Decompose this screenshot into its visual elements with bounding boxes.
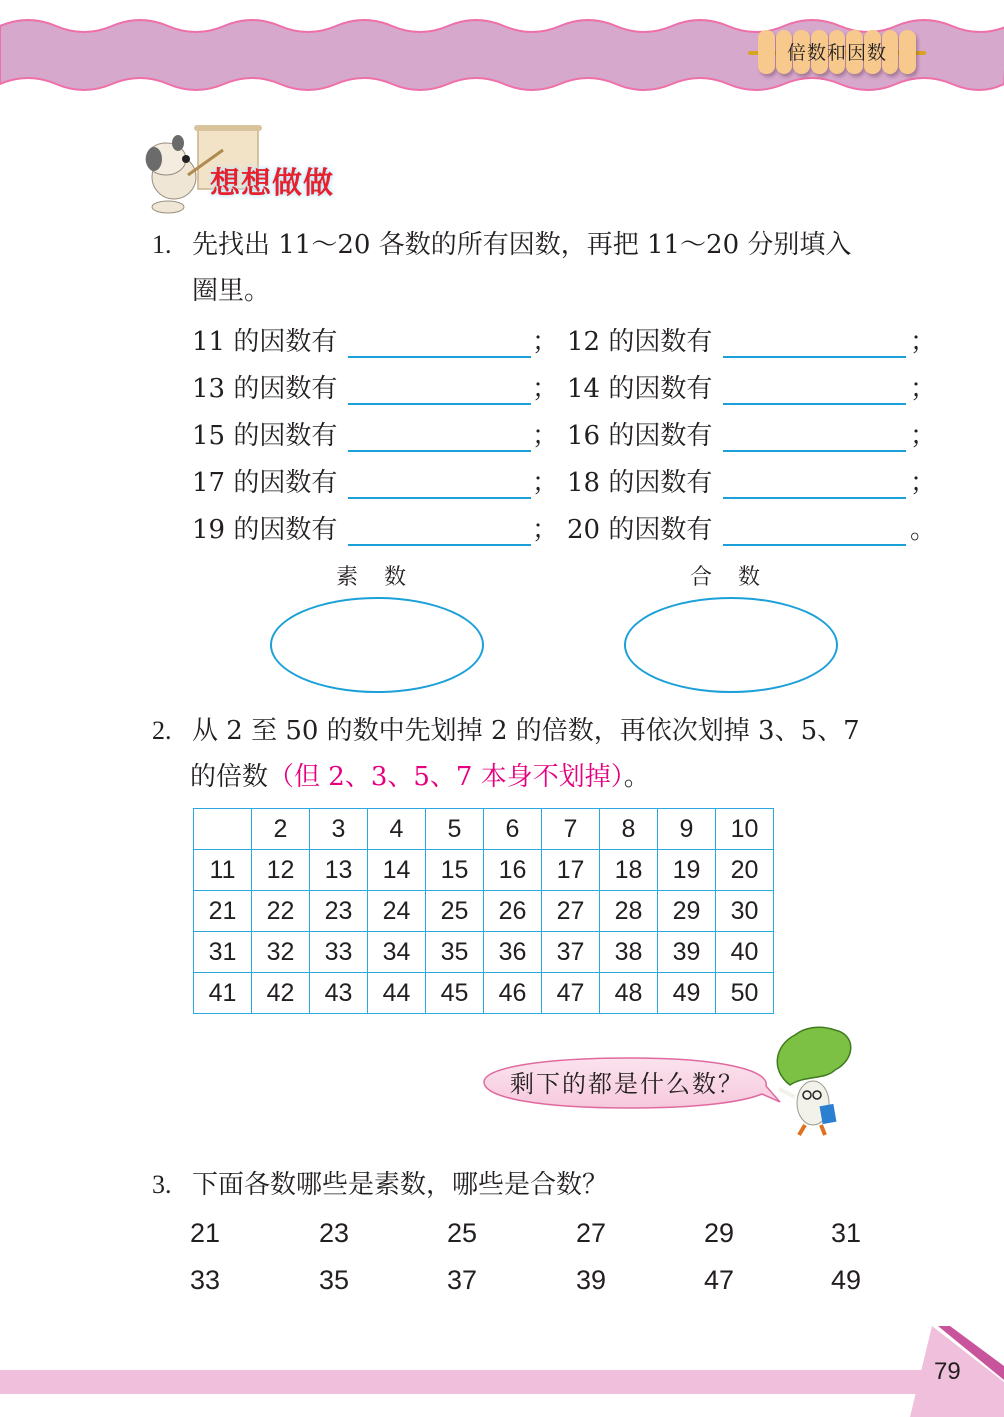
grid-cell[interactable]: 24 [368, 891, 426, 932]
factor-label: 17 的因数有 [192, 468, 338, 498]
grid-cell[interactable]: 19 [658, 850, 716, 891]
number-grid [193, 808, 774, 1014]
cabbage-character-icon [765, 1025, 860, 1140]
question-3-prompt [152, 1162, 942, 1208]
question-2-note: （但 2、3、5、7 本身不划掉） [268, 762, 624, 792]
separator: ； [531, 421, 558, 451]
question-2-prompt [152, 708, 942, 800]
period: 。 [623, 762, 650, 792]
answer-blank[interactable] [723, 326, 906, 358]
question-1-prompt [152, 222, 942, 314]
grid-cell[interactable]: 5 [426, 809, 484, 850]
factor-label: 18 的因数有 [567, 468, 713, 498]
question-1-text-line1: 先找出 11～20 各数的所有因数，再把 11～20 分别填入 [192, 230, 852, 260]
factor-label: 15 的因数有 [192, 421, 338, 451]
factor-label: 20 的因数有 [567, 515, 713, 545]
question-number: 2. [152, 716, 172, 745]
answer-blank[interactable] [723, 514, 906, 546]
number-item: 25 [447, 1218, 478, 1248]
grid-cell[interactable]: 27 [542, 891, 600, 932]
grid-cell[interactable] [194, 809, 252, 850]
grid-cell[interactable]: 22 [252, 891, 310, 932]
grid-cell[interactable]: 40 [716, 932, 774, 973]
grid-cell[interactable]: 49 [658, 973, 716, 1014]
factor-row [192, 459, 936, 499]
grid-cell[interactable]: 38 [600, 932, 658, 973]
grid-cell[interactable]: 6 [484, 809, 542, 850]
number-item: 35 [319, 1265, 350, 1295]
grid-cell[interactable]: 10 [716, 809, 774, 850]
grid-cell[interactable]: 18 [600, 850, 658, 891]
grid-cell[interactable]: 44 [368, 973, 426, 1014]
grid-cell[interactable]: 12 [252, 850, 310, 891]
grid-cell[interactable]: 34 [368, 932, 426, 973]
number-item: 31 [831, 1218, 862, 1248]
question-number: 1. [152, 230, 172, 259]
grid-row [194, 850, 774, 891]
question-2-text-line1: 从 2 至 50 的数中先划掉 2 的倍数，再依次划掉 3、5、7 [192, 716, 860, 746]
prime-numbers-oval[interactable] [270, 597, 484, 693]
grid-row [194, 809, 774, 850]
grid-cell[interactable]: 47 [542, 973, 600, 1014]
composite-oval-label: 合数 [690, 565, 787, 590]
separator: ； [531, 468, 558, 498]
number-item: 33 [190, 1265, 221, 1295]
separator: ； [909, 327, 936, 357]
grid-cell[interactable]: 13 [310, 850, 368, 891]
grid-cell[interactable]: 42 [252, 973, 310, 1014]
separator: ； [531, 515, 558, 545]
answer-blank[interactable] [348, 514, 531, 546]
grid-cell[interactable]: 31 [194, 932, 252, 973]
grid-cell[interactable]: 11 [194, 850, 252, 891]
grid-cell[interactable]: 23 [310, 891, 368, 932]
number-item: 47 [704, 1265, 735, 1295]
separator: ； [909, 374, 936, 404]
section-title: 想想做做 [210, 166, 334, 201]
separator: ； [909, 421, 936, 451]
grid-cell[interactable]: 48 [600, 973, 658, 1014]
grid-cell[interactable]: 37 [542, 932, 600, 973]
factor-label: 16 的因数有 [567, 421, 713, 451]
grid-cell[interactable]: 30 [716, 891, 774, 932]
factor-row [192, 506, 936, 546]
grid-cell[interactable]: 14 [368, 850, 426, 891]
answer-blank[interactable] [348, 420, 531, 452]
grid-cell[interactable]: 41 [194, 973, 252, 1014]
separator: ； [531, 374, 558, 404]
grid-cell[interactable]: 20 [716, 850, 774, 891]
answer-blank[interactable] [723, 420, 906, 452]
number-item: 29 [704, 1218, 735, 1248]
number-item: 39 [576, 1265, 607, 1295]
grid-row [194, 891, 774, 932]
number-item: 23 [319, 1218, 350, 1248]
prime-oval-label: 素数 [336, 565, 433, 590]
grid-cell[interactable]: 28 [600, 891, 658, 932]
answer-blank[interactable] [348, 373, 531, 405]
factor-label: 13 的因数有 [192, 374, 338, 404]
question-3-text: 下面各数哪些是素数，哪些是合数？ [192, 1170, 609, 1200]
grid-cell[interactable]: 25 [426, 891, 484, 932]
grid-cell[interactable]: 2 [252, 809, 310, 850]
number-item: 49 [831, 1265, 862, 1295]
grid-cell[interactable]: 9 [658, 809, 716, 850]
grid-cell[interactable]: 45 [426, 973, 484, 1014]
grid-cell[interactable]: 33 [310, 932, 368, 973]
grid-cell[interactable]: 15 [426, 850, 484, 891]
answer-blank[interactable] [723, 467, 906, 499]
grid-cell[interactable]: 50 [716, 973, 774, 1014]
grid-cell[interactable]: 4 [368, 809, 426, 850]
answer-blank[interactable] [723, 373, 906, 405]
page-number: 79 [934, 1358, 961, 1385]
chapter-tag [748, 30, 926, 74]
chapter-title: 倍数和因数 [786, 42, 887, 64]
question-2-text-line2: 的倍数 [190, 762, 269, 792]
grid-cell[interactable]: 32 [252, 932, 310, 973]
grid-cell[interactable]: 26 [484, 891, 542, 932]
separator: ； [909, 468, 936, 498]
grid-cell[interactable]: 17 [542, 850, 600, 891]
separator: 。 [909, 515, 936, 545]
factor-row [192, 365, 936, 405]
factor-row [192, 318, 936, 358]
factor-label: 12 的因数有 [567, 327, 713, 357]
answer-blank[interactable] [348, 326, 531, 358]
factor-row [192, 412, 936, 452]
grid-cell[interactable]: 21 [194, 891, 252, 932]
grid-cell[interactable]: 36 [484, 932, 542, 973]
grid-cell[interactable]: 16 [484, 850, 542, 891]
grid-cell[interactable]: 46 [484, 973, 542, 1014]
grid-cell[interactable]: 8 [600, 809, 658, 850]
factor-label: 11 的因数有 [192, 327, 338, 357]
grid-cell[interactable]: 35 [426, 932, 484, 973]
number-item: 37 [447, 1265, 478, 1295]
speech-bubble-text: 剩下的都是什么数？ [510, 1070, 744, 1098]
composite-numbers-oval[interactable] [624, 597, 838, 693]
separator: ； [531, 327, 558, 357]
number-item: 21 [190, 1218, 221, 1248]
factor-label: 19 的因数有 [192, 515, 338, 545]
factor-label: 14 的因数有 [567, 374, 713, 404]
grid-row [194, 973, 774, 1014]
grid-cell[interactable]: 39 [658, 932, 716, 973]
grid-row [194, 932, 774, 973]
question-number: 3. [152, 1170, 172, 1199]
question-1-text-line2: 圈里。 [192, 276, 271, 306]
footer-bar [0, 1370, 950, 1394]
grid-cell[interactable]: 3 [310, 809, 368, 850]
grid-cell[interactable]: 7 [542, 809, 600, 850]
grid-cell[interactable]: 43 [310, 973, 368, 1014]
number-item: 27 [576, 1218, 607, 1248]
grid-cell[interactable]: 29 [658, 891, 716, 932]
answer-blank[interactable] [348, 467, 531, 499]
